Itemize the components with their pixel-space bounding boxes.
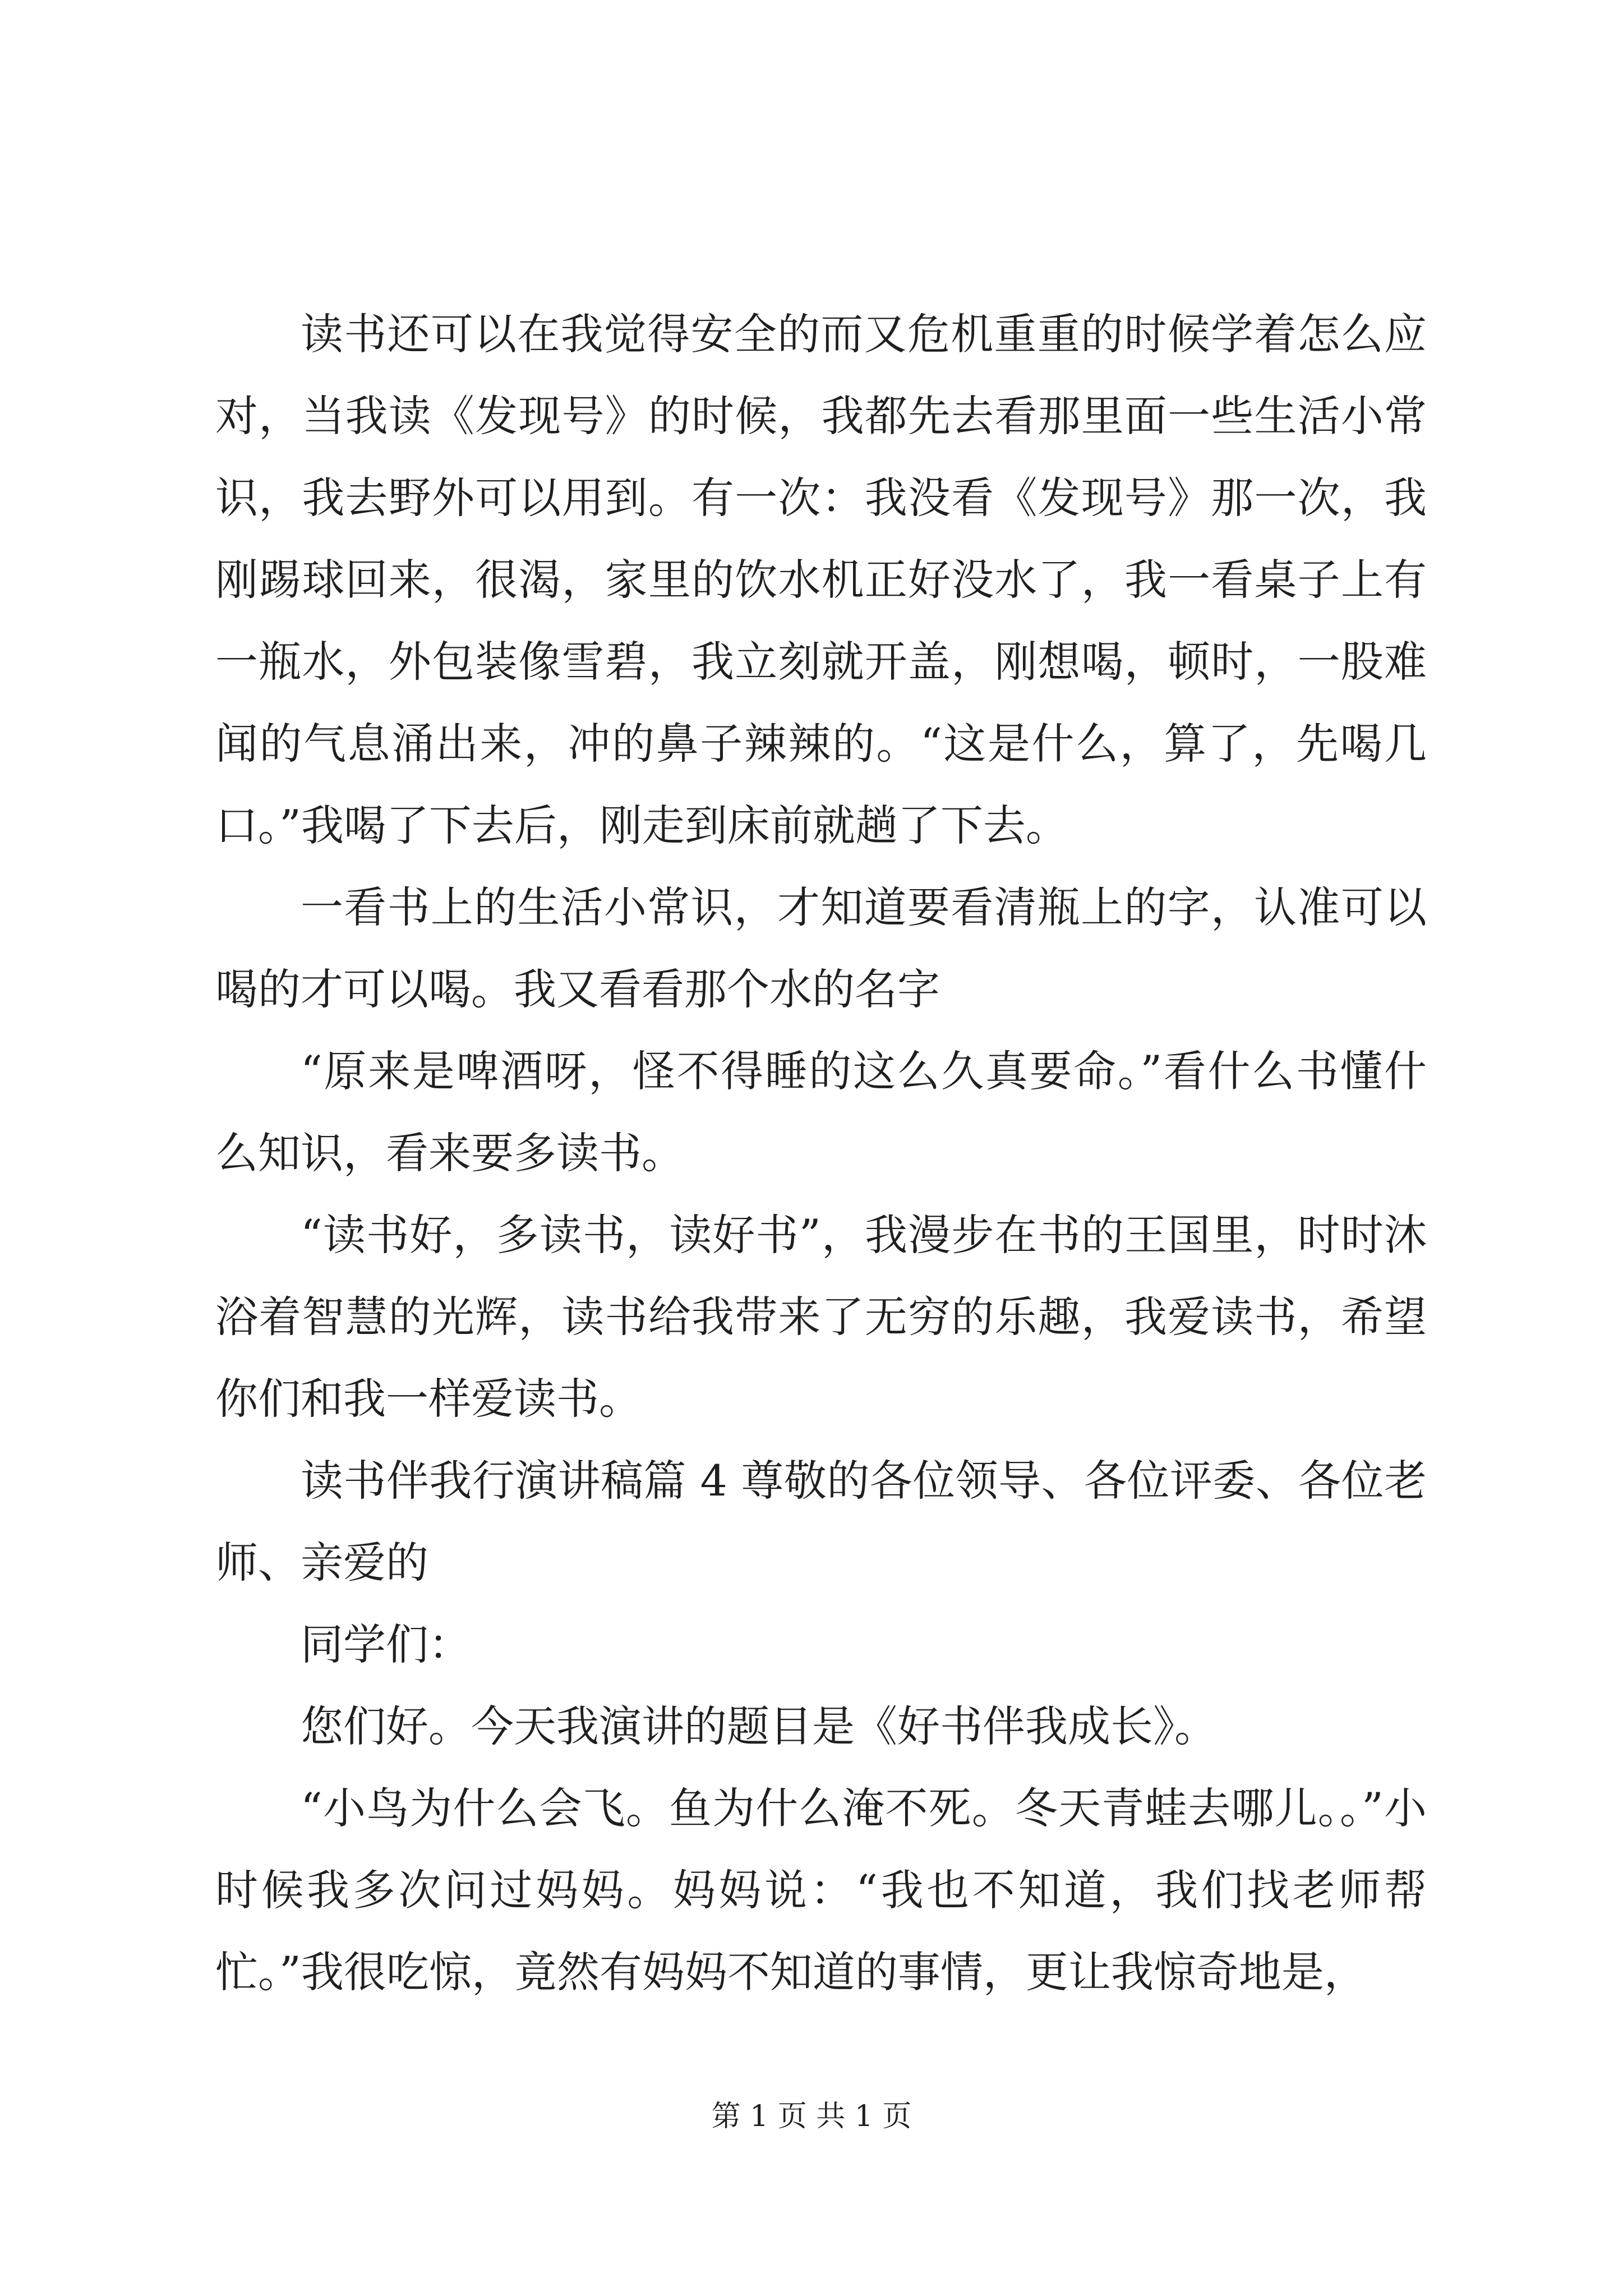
paragraph: 一看书上的生活小常识，才知道要看清瓶上的字，认准可以喝的才可以喝。我又看看那个水的名字 [215, 882, 1427, 1014]
paragraph: 读书还可以在我觉得安全的而又危机重重的时候学着怎么应对，当我读《发现号》的时候，我都先去看那里面一些生活小常识，我去野外可以用到。有一次：我没看《发现号》那一次，我刚踢球回来，很渴，家里的饮水机正好没水了，我一看桌子上有一瓶水，外包装像雪碧，我立刻就开盖，刚想喝，顿时，一股难闻的气息涌出来，冲的鼻子辣辣的。“这是什么，算了，先喝几口。”我喝了下去后，刚走到床前就趟了下去。 [215, 309, 1427, 850]
paragraph: 读书伴我行演讲稿篇 4 尊敬的各位领导、各位评委、各位老师、亲爱的 [215, 1456, 1427, 1588]
document-body [215, 293, 1427, 2013]
paragraph: “读书好，多读书，读好书”，我漫步在书的王国里，时时沐浴着智慧的光辉，读书给我带来了无穷的乐趣，我爱读书，希望你们和我一样爱读书。 [215, 1210, 1427, 1424]
paragraph: “原来是啤酒呀，怪不得睡的这么久真要命。”看什么书懂什么知识，看来要多读书。 [215, 1046, 1427, 1178]
paragraph: 同学们： [301, 1619, 471, 1669]
page-footer: 第 1 页 共 1 页 [711, 2100, 912, 2133]
paragraph: “小鸟为什么会飞。鱼为什么淹不死。冬天青蛙去哪儿。。”小时候我多次问过妈妈。妈妈说：“我也不知道，我们找老师帮忙。”我很吃惊，竟然有妈妈不知道的事情，更让我惊奇地是， [215, 1783, 1427, 1997]
paragraph: 您们好。今天我演讲的题目是《好书伴我成长》。 [301, 1701, 1217, 1751]
